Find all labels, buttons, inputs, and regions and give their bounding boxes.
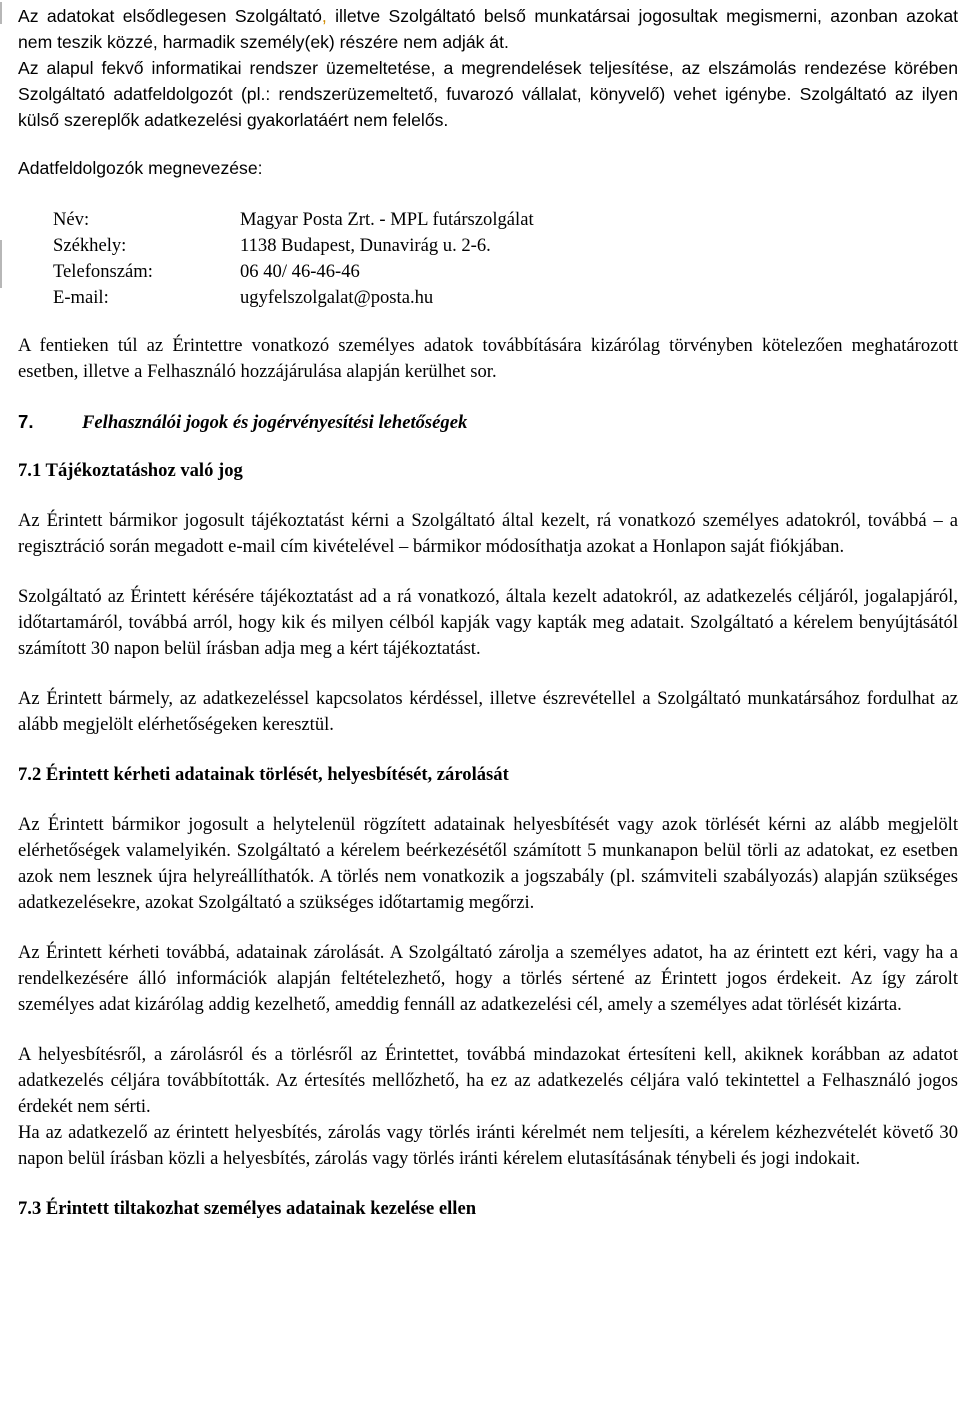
- intro-text-b: illetve Szolgáltató belső munkatársai jogosultak megismerni, azonban azokat nem teszik közzé, harmadik személy(ek) részére nem adják át.: [18, 6, 958, 52]
- transfer-paragraph: A fentieken túl az Érintettre vonatkozó személyes adatok továbbítására kizárólag törvényben kötelezően meghatározott esetben, illetve a Felhasználó hozzájárulása alapján kerülhet sor.: [18, 335, 958, 382]
- processors-heading: Adatfeldolgozók megnevezése:: [18, 158, 263, 178]
- margin-change-bar: [0, 2, 2, 24]
- section-7-title: Felhasználói jogok és jogérvényesítési lehetőségek: [82, 412, 468, 433]
- s72-paragraph-3: A helyesbítésről, a zárolásról és a törlésről az Érintettet, továbbá mindazokat értesíteni kell, akiknek korábban az adatot adatkezelés céljára továbbították. Az értesítés mellőzhető, ha ez az adatkezelés céljára való tekintettel a Felhasználó jogos érdekét nem sérti.: [18, 1044, 958, 1117]
- section-7-2-heading: 7.2 Érintett kérheti adatainak törlését, helyesbítését, zárolását: [18, 764, 509, 785]
- processor-email-label: E-mail:: [53, 287, 109, 308]
- processor-address-value: 1138 Budapest, Dunavirág u. 2-6.: [240, 235, 491, 256]
- section-7-heading: [18, 409, 958, 436]
- processor-address-label: Székhely:: [53, 235, 127, 256]
- processor-name-value: Magyar Posta Zrt. - MPL futárszolgálat: [240, 209, 534, 230]
- s72-paragraph-1: Az Érintett bármikor jogosult a helytelenül rögzített adatainak helyesbítését vagy azok törlését kérni az alább megjelölt elérhetőségek valamelyikén. Szolgáltató a kérelem beérkezésétől számított 5 munkanapon belül törli az adatokat, ez esetben azok nem lesznek újra helyreállíthatók. A törlés nem vonatkozik a jogszabály (pl. számviteli szabályozás) alapján szükséges adatkezelésekre, azokat Szolgáltató a szükséges időtartamig megőrzi.: [18, 814, 958, 913]
- s71-paragraph-1: Az Érintett bármikor jogosult tájékoztatást kérni a Szolgáltató által kezelt, rá vonatkozó személyes adatokról, továbbá – a regisztráció során megadott e-mail cím kivételével – bármikor módosíthatja azokat a Honlapon saját fiókjában.: [18, 510, 958, 557]
- processor-details: [53, 207, 958, 311]
- intro-text-a: Az adatokat elsődlegesen Szolgáltató: [18, 6, 322, 26]
- s72-paragraph-4: Ha az adatkezelő az érintett helyesbítés, zárolás vagy törlés iránti kérelmét nem teljesíti, a kérelem kézhezvételét követő 30 napon belül írásban közli a helyesbítés, zárolás vagy törlés iránti kérelem elutasításának ténybeli és jogi indokait.: [18, 1122, 958, 1169]
- section-7-1-heading: 7.1 Tájékoztatáshoz való jog: [18, 460, 243, 481]
- s71-paragraph-2: Szolgáltató az Érintett kérésére tájékoztatást ad a rá vonatkozó, általa kezelt adatokról, az adatkezelés céljáról, jogalapjáról, időtartamáról, továbbá arról, hogy kik és milyen célból kapják vagy kapták meg adatait. Szolgáltató a kérelem benyújtásától számított 30 napon belül írásban adja meg a kért tájékoztatást.: [18, 586, 958, 659]
- margin-change-bar: [0, 240, 2, 288]
- section-7-3-heading: 7.3 Érintett tiltakozhat személyes adatainak kezelése ellen: [18, 1198, 477, 1219]
- processor-name-label: Név:: [53, 209, 90, 230]
- document-page: [18, 0, 958, 1222]
- processor-email-value: ugyfelszolgalat@posta.hu: [240, 287, 434, 308]
- processor-phone-label: Telefonszám:: [53, 261, 153, 282]
- intro-paragraph-1: [18, 3, 958, 55]
- intro-paragraph-2: Az alapul fekvő informatikai rendszer üzemeltetése, a megrendelések teljesítése, az elszámolás rendezése körében Szolgáltató adatfeldolgozót (pl.: rendszerüzemeltető, fuvarozó vállalat, könyvelő) vehet igénybe. Szolgáltató az ilyen külső szereplők adatkezelési gyakorlatáért nem felelős.: [18, 58, 958, 130]
- s71-paragraph-3: Az Érintett bármely, az adatkezeléssel kapcsolatos kérdéssel, illetve észrevétellel a Szolgáltató munkatársához fordulhat az alább megjelölt elérhetőségeken keresztül.: [18, 688, 958, 735]
- processor-phone-value: 06 40/ 46-46-46: [240, 261, 360, 282]
- section-7-number: 7.: [18, 411, 34, 432]
- s72-paragraph-2: Az Érintett kérheti továbbá, adatainak zárolását. A Szolgáltató zárolja a személyes adatot, ha az érintett ezt kéri, vagy ha a rendelkezésére álló információk alapján feltételezhető, hogy a törlés sértené az Érintett jogos érdekeit. Az így zárolt személyes adat kizárólag addig kezelhető, ameddig fennáll az adatkezelési cél, amely a személyes adat törlését kizárta.: [18, 942, 958, 1015]
- intro-comma: ,: [321, 6, 327, 26]
